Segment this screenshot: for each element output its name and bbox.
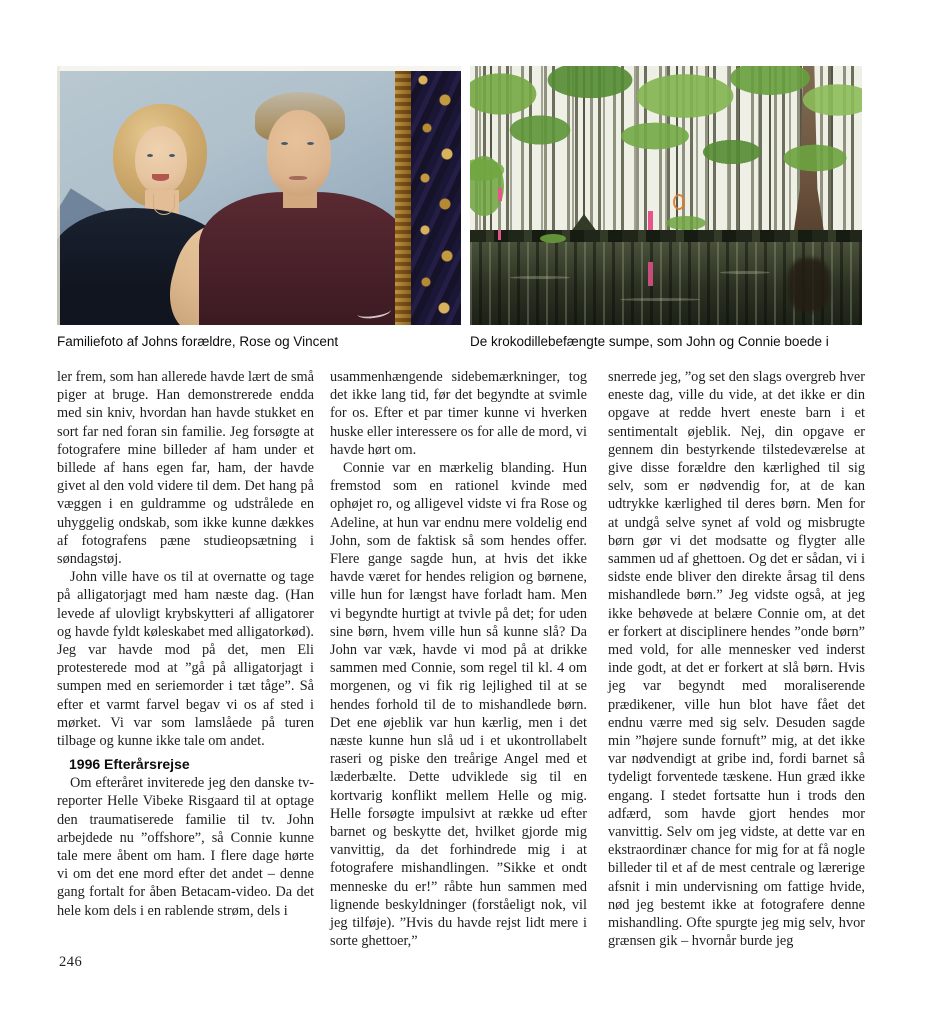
family-photo-image	[57, 66, 461, 325]
text-column-1	[57, 368, 314, 920]
pink-marker-tape	[498, 188, 502, 201]
swamp-canopy	[470, 66, 862, 198]
text-column-2	[330, 368, 587, 951]
paragraph: ler frem, som han allerede havde lært de små piger at bruge. Han demonstrerede endda med sin kniv, hvordan han havde stukket en sort far ned foran sin familie. Jeg forsøgte at fotografere mine billeder af ham under et billede af hans egen far, ham, der havde givet al den vold videre til dem. Det hang på væggen i en guldramme og udstrålede en uhyggelig ondskab, som ikke kunne dækkes af fotografens pæne studieopsætning i søndagstøj.	[57, 369, 314, 568]
swamp-photo-image	[470, 66, 862, 325]
paragraph: snerrede jeg, ”og set den slags overgreb hver eneste dag, ville du vide, at det ikke er din opgave at redde hvert eneste barn i et sentimentalt øjeblik. Nej, din opgave er gennem din bestyrkende tilstedeværelse at give disse forældre den kærlighed til sig selv, som er nødvendig for, at de kan udtrykke kærlighed til deres børn. Men for at undgå selve synet af vold og misbrugte børn gør vi det modsatte og flygter alle sammen ud af ghettoen. Og det er sådan, vi i sidste ende bliver den direkte årsag til dens mishandlede børn.” Jeg vidste også, at jeg ikke behøvede at belære Connie om, at det er forkert at disciplinere hendes ”onde børn” med vold, for alle mennesker ved inderst inde godt, at det er forkert at slå børn. Hvis jeg var begyndt med moraliserende prædikener, ville hun blot have fået det endnu værre med sig selv. Desuden sagde min ”højere sunde fornuft” mig, at det ikke var nødvendigt at gribe ind, fordi barnet så tydeligt forventede tæskene. Hun græd ikke engang. I stedet fortsatte hun i trods den adfærd, som havde gjort hendes mor vanvittig. Selv om jeg vidste, at dette var en ekstraordinær chance for mig for at få nogle billeder til et af de mest centrale og lærerige afsnit i min undervisning om fattige hvide, nød jeg bestemt ikke at fotografere denne mishandling. Ofte spurgte jeg mig selv, hvor grænsen gik – hvornår burde jeg	[608, 369, 865, 950]
text-column-3	[608, 368, 865, 951]
section-heading: 1996 Efterårsrejse	[69, 756, 190, 773]
gold-frame	[411, 66, 461, 325]
caption-swamp-photo: De krokodillebefængte sumpe, som John og Connie boede i	[470, 334, 829, 349]
pink-marker-tape	[648, 211, 653, 230]
paragraph: Connie var en mærkelig blanding. Hun fremstod som en rationel kvinde med ophøjet ro, og alligevel vidste vi fra Rose og Adeline, at hun var endnu mere voldelig end John, som de faktisk så som hendes offer. Flere gange sagde hun, at hvis det ikke havde været for hendes religion og børnene, ville hun for længst have forladt ham. Men vi begyndte hurtigt at tvivle på det; for uden sine børn, hvem ville hun så kunne slå? Da John var væk, havde vi mod på at drikke sammen med Connie, som regel til kl. 4 om morgenen, og vi fik rig lejlighed til at se hendes forhold til de to mishandlede børn. Det ene øjeblik var hun kærlig, men i det næste kunne hun slå ud i et ukontrollabelt raseri og piske den treårige Angel med et læderbælte. Dette udviklede sig til en kortvarig konflikt mellem Helle og mig. Helle forsøgte impulsivt at række ud efter barnet og beskytte det, hvilket gjorde mig vanvittig, da det forhindrede mig i at fotografere mishandlingen. ”Sikke et ondt menneske du er!” råbte hun sammen med lignende beskyldninger (forståeligt nok, vil jeg tilføje). ”Hvis du havde rejst lidt mere i sorte ghettoer,”	[330, 460, 587, 950]
paragraph: John ville have os til at overnatte og tage på alligatorjagt med ham næste dag. (Han levede af ulovligt krybskytteri af alligatorer og havde fyldt køleskabet med alligatorkød). Jeg var havde mod på det, men Eli protesterede mod at ”gå på alligatorjagt i sumpen med en seriemorder i tæt tåge”. Så efter et varmt farvel begav vi os af sted i mørket. Vi var som lamslåede på turen tilbage og kunne ikke tale om andet.	[57, 569, 314, 750]
paragraph: usammenhængende sidebemærkninger, tog det ikke lang tid, før det begyndte at svimle for os. Efter et par timer kunne vi hverken huske eller interessere os for alle de mord, vi havde hørt om.	[330, 369, 587, 458]
page-number: 246	[59, 954, 83, 970]
caption-family-photo: Familiefoto af Johns forældre, Rose og Vincent	[57, 334, 339, 349]
gold-frame-bead	[395, 66, 411, 325]
paragraph: Om efteråret inviterede jeg den danske tv-reporter Helle Vibeke Risgaard til at optage den traumatiserede familie til tv. John arbejdede nu ”offshore”, så Connie kunne tale mere åbent om ham. I flere dage hørte vi om det ene mord efter det andet – denne gang fortalt for åben Betacam-video. Da det hele kom dels i en rablende strøm, dels i	[57, 775, 314, 919]
